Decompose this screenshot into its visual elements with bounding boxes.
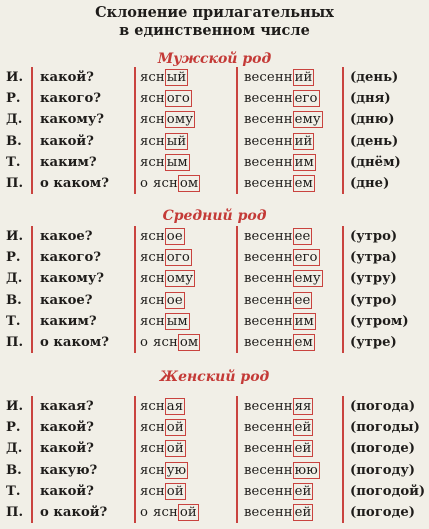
section-table-masculine xyxy=(0,67,429,194)
noun-example: (день) xyxy=(350,133,399,149)
noun-example: (утром) xyxy=(350,313,409,329)
adjective-vesenniy xyxy=(244,226,344,247)
noun-example: (погода) xyxy=(350,399,416,414)
word-stem: ясн xyxy=(140,112,165,128)
case-label: И. xyxy=(6,399,24,414)
table-row xyxy=(0,460,429,481)
ending-box: ое xyxy=(166,292,183,308)
case-label: Т. xyxy=(6,483,21,499)
adjective-yasny xyxy=(140,311,230,332)
table-row xyxy=(0,311,429,332)
word-stem: весенн xyxy=(244,399,293,414)
case-label: В. xyxy=(6,462,22,478)
noun-example: (утре) xyxy=(350,335,397,350)
case-question: какая? xyxy=(40,399,94,414)
word-stem: ясн xyxy=(140,483,165,499)
adjective-vesenniy xyxy=(244,268,344,289)
word-stem: весенн xyxy=(244,271,293,287)
word-stem: ясн xyxy=(153,176,178,191)
word-stem: ясн xyxy=(140,420,165,436)
case-label: Д. xyxy=(6,271,23,287)
ending-box: ым xyxy=(166,313,188,329)
noun-example: (погоде) xyxy=(350,441,415,457)
word-stem: ясн xyxy=(153,335,178,350)
adjective-vesenniy xyxy=(244,131,344,152)
word-stem: ясн xyxy=(140,91,165,107)
page-subtitle: в единственном числе xyxy=(119,22,310,39)
ending-box: ому xyxy=(166,112,194,128)
noun-example: (погоде) xyxy=(350,505,415,520)
word-stem: ясн xyxy=(140,399,165,414)
adjective-yasny xyxy=(140,417,230,438)
preposition: о xyxy=(140,505,149,520)
ending-box: ый xyxy=(166,133,187,149)
case-question: какому? xyxy=(40,112,105,128)
table-row xyxy=(0,109,429,130)
adjective-vesenniy xyxy=(244,502,344,523)
ending-box: ого xyxy=(166,250,190,266)
table-row xyxy=(0,502,429,523)
adjective-vesenniy xyxy=(244,460,344,481)
word-stem: ясн xyxy=(140,250,165,266)
preposition: о xyxy=(140,176,149,191)
case-question: какое? xyxy=(40,229,93,244)
case-label: И. xyxy=(6,70,24,85)
ending-box: им xyxy=(294,154,314,170)
case-label: П. xyxy=(6,505,24,520)
case-question: какого? xyxy=(40,250,101,266)
word-stem: весенн xyxy=(244,70,293,85)
word-stem: ясн xyxy=(140,292,165,308)
table-row xyxy=(0,438,429,459)
noun-example: (день) xyxy=(350,70,399,85)
case-label: Т. xyxy=(6,313,21,329)
word-stem: весенн xyxy=(244,335,293,350)
case-label: Р. xyxy=(6,91,21,107)
noun-example: (утро) xyxy=(350,292,398,308)
word-stem: весенн xyxy=(244,154,293,170)
noun-example: (дня) xyxy=(350,91,391,107)
ending-box: ого xyxy=(166,91,190,107)
adjective-yasny xyxy=(140,109,230,130)
word-stem: весенн xyxy=(244,229,293,244)
word-stem: весенн xyxy=(244,176,293,191)
word-stem: весенн xyxy=(244,441,293,457)
word-stem: ясн xyxy=(140,154,165,170)
adjective-vesenniy xyxy=(244,481,344,502)
case-question: какое? xyxy=(40,292,93,308)
word-stem: ясн xyxy=(140,271,165,287)
ending-box: ое xyxy=(166,229,183,244)
preposition: о xyxy=(140,335,149,350)
adjective-vesenniy xyxy=(244,152,344,173)
adjective-yasny xyxy=(140,332,230,353)
word-stem: весенн xyxy=(244,91,293,107)
adjective-yasny xyxy=(140,438,230,459)
table-row xyxy=(0,67,429,88)
ending-box: ым xyxy=(166,154,188,170)
case-question: какой? xyxy=(40,441,94,457)
case-question: каким? xyxy=(40,313,97,329)
ending-box: ий xyxy=(294,70,313,85)
case-question: какого? xyxy=(40,91,101,107)
ending-box: им xyxy=(294,313,314,329)
noun-example: (дню) xyxy=(350,112,395,128)
ending-box: ому xyxy=(166,271,194,287)
adjective-yasny xyxy=(140,268,230,289)
case-question: какой? xyxy=(40,133,94,149)
adjective-vesenniy xyxy=(244,290,344,311)
adjective-yasny xyxy=(140,460,230,481)
case-label: Д. xyxy=(6,441,23,457)
word-stem: весенн xyxy=(244,462,293,478)
adjective-vesenniy xyxy=(244,417,344,438)
adjective-yasny xyxy=(140,152,230,173)
section-table-neuter xyxy=(0,226,429,353)
word-stem: весенн xyxy=(244,133,293,149)
noun-example: (днём) xyxy=(350,154,401,170)
ending-box: ее xyxy=(294,292,311,308)
word-stem: весенн xyxy=(244,292,293,308)
table-row xyxy=(0,152,429,173)
case-label: В. xyxy=(6,292,22,308)
section-heading-masculine: Мужской род xyxy=(157,51,272,67)
ending-box: ем xyxy=(294,335,313,350)
section-heading-neuter: Средний род xyxy=(162,208,267,224)
case-label: Т. xyxy=(6,154,21,170)
word-stem: весенн xyxy=(244,250,293,266)
ending-box: ой xyxy=(166,483,184,499)
case-label: П. xyxy=(6,176,24,191)
ending-box: ей xyxy=(294,505,312,520)
table-row xyxy=(0,88,429,109)
case-question: о каком? xyxy=(40,335,109,350)
adjective-vesenniy xyxy=(244,396,344,417)
ending-box: ей xyxy=(294,420,312,436)
ending-box: ий xyxy=(294,133,313,149)
table-row xyxy=(0,481,429,502)
adjective-yasny xyxy=(140,67,230,88)
word-stem: весенн xyxy=(244,313,293,329)
adjective-vesenniy xyxy=(244,173,344,194)
ending-box: ый xyxy=(166,70,187,85)
ending-box: ем xyxy=(294,176,313,191)
case-question: какому? xyxy=(40,271,105,287)
case-question: какой? xyxy=(40,70,94,85)
ending-box: ему xyxy=(294,271,321,287)
case-question: какой? xyxy=(40,420,94,436)
table-row xyxy=(0,226,429,247)
section-table-feminine xyxy=(0,396,429,523)
adjective-yasny xyxy=(140,247,230,268)
word-stem: весенн xyxy=(244,483,293,499)
ending-box: юю xyxy=(294,462,318,478)
word-stem: ясн xyxy=(140,70,165,85)
word-stem: ясн xyxy=(140,229,165,244)
ending-box: ой xyxy=(179,505,197,520)
noun-example: (погодой) xyxy=(350,483,426,499)
adjective-vesenniy xyxy=(244,311,344,332)
case-label: Р. xyxy=(6,250,21,266)
noun-example: (утру) xyxy=(350,271,397,287)
adjective-yasny xyxy=(140,396,230,417)
ending-box: ей xyxy=(294,483,312,499)
ending-box: ее xyxy=(294,229,311,244)
adjective-vesenniy xyxy=(244,109,344,130)
adjective-yasny xyxy=(140,502,230,523)
noun-example: (дне) xyxy=(350,176,390,191)
word-stem: весенн xyxy=(244,112,293,128)
word-stem: весенн xyxy=(244,420,293,436)
section-heading-feminine: Женский род xyxy=(159,369,270,385)
case-label: П. xyxy=(6,335,24,350)
word-stem: весенн xyxy=(244,505,293,520)
case-label: Д. xyxy=(6,112,23,128)
ending-box: ему xyxy=(294,112,321,128)
ending-box: ом xyxy=(179,335,199,350)
adjective-yasny xyxy=(140,226,230,247)
ending-box: ой xyxy=(166,441,184,457)
ending-box: его xyxy=(294,91,318,107)
table-row xyxy=(0,396,429,417)
ending-box: его xyxy=(294,250,318,266)
case-question: о каком? xyxy=(40,176,109,191)
adjective-vesenniy xyxy=(244,67,344,88)
case-label: Р. xyxy=(6,420,21,436)
noun-example: (погоды) xyxy=(350,420,420,436)
case-label: В. xyxy=(6,133,22,149)
noun-example: (утро) xyxy=(350,229,398,244)
word-stem: ясн xyxy=(140,441,165,457)
adjective-vesenniy xyxy=(244,247,344,268)
noun-example: (погоду) xyxy=(350,462,416,478)
case-question: о какой? xyxy=(40,505,108,520)
table-row xyxy=(0,131,429,152)
table-row xyxy=(0,173,429,194)
word-stem: ясн xyxy=(153,505,178,520)
ending-box: ом xyxy=(179,176,199,191)
adjective-yasny xyxy=(140,290,230,311)
adjective-yasny xyxy=(140,88,230,109)
ending-box: ая xyxy=(166,399,184,414)
table-row xyxy=(0,332,429,353)
word-stem: ясн xyxy=(140,462,165,478)
adjective-vesenniy xyxy=(244,88,344,109)
ending-box: ую xyxy=(166,462,187,478)
adjective-yasny xyxy=(140,131,230,152)
adjective-yasny xyxy=(140,481,230,502)
table-row xyxy=(0,290,429,311)
noun-example: (утра) xyxy=(350,250,397,266)
ending-box: ой xyxy=(166,420,184,436)
table-row xyxy=(0,247,429,268)
word-stem: ясн xyxy=(140,313,165,329)
case-question: какой? xyxy=(40,483,94,499)
adjective-vesenniy xyxy=(244,438,344,459)
ending-box: ей xyxy=(294,441,312,457)
adjective-yasny xyxy=(140,173,230,194)
table-row xyxy=(0,268,429,289)
word-stem: ясн xyxy=(140,133,165,149)
case-question: каким? xyxy=(40,154,97,170)
adjective-vesenniy xyxy=(244,332,344,353)
ending-box: яя xyxy=(294,399,312,414)
case-label: И. xyxy=(6,229,24,244)
page-title: Склонение прилагательных xyxy=(95,4,334,21)
table-row xyxy=(0,417,429,438)
case-question: какую? xyxy=(40,462,98,478)
